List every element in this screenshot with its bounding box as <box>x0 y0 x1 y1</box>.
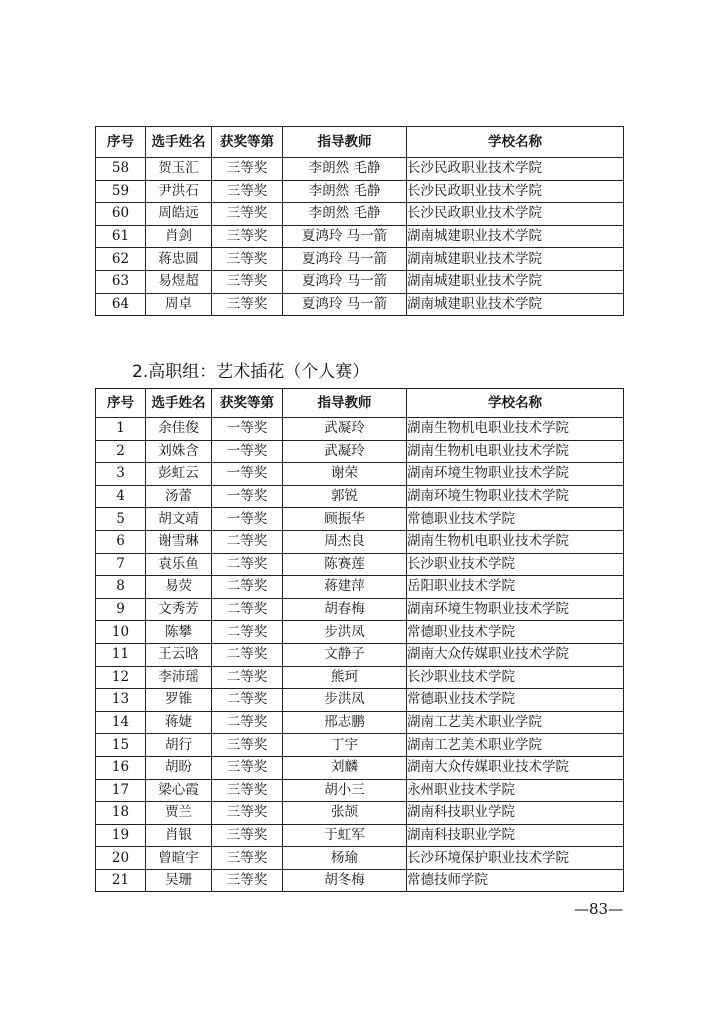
cell-award: 二等奖 <box>212 643 283 666</box>
table-row <box>96 418 624 441</box>
cell-no: 20 <box>96 847 146 870</box>
cell-school: 湖南城建职业技术学院 <box>407 270 624 293</box>
cell-name: 谢雪琳 <box>146 530 212 553</box>
table-row <box>96 824 624 847</box>
cell-no: 8 <box>96 576 146 599</box>
cell-name: 文秀芳 <box>146 598 212 621</box>
cell-school: 长沙环境保护职业技术学院 <box>407 847 624 870</box>
cell-no: 1 <box>96 418 146 441</box>
cell-name: 贾兰 <box>146 802 212 825</box>
cell-teacher: 武凝玲 <box>283 440 407 463</box>
cell-name: 余佳俊 <box>146 418 212 441</box>
cell-award: 一等奖 <box>212 440 283 463</box>
table-row <box>96 847 624 870</box>
table-row <box>96 666 624 689</box>
cell-award: 三等奖 <box>212 847 283 870</box>
cell-teacher: 夏鸿玲 马一箭 <box>283 293 407 316</box>
cell-school: 长沙民政职业技术学院 <box>407 203 624 226</box>
cell-no: 61 <box>96 225 146 248</box>
cell-award: 一等奖 <box>212 463 283 486</box>
cell-no: 16 <box>96 756 146 779</box>
cell-no: 2 <box>96 440 146 463</box>
cell-no: 3 <box>96 463 146 486</box>
cell-school: 永州职业技术学院 <box>407 779 624 802</box>
cell-name: 彭虹云 <box>146 463 212 486</box>
cell-award: 二等奖 <box>212 621 283 644</box>
cell-teacher: 步洪凤 <box>283 689 407 712</box>
award-table-2 <box>95 388 624 892</box>
table-row <box>96 248 624 271</box>
cell-teacher: 夏鸿玲 马一箭 <box>283 225 407 248</box>
cell-name: 袁乐鱼 <box>146 553 212 576</box>
header-award: 获奖等第 <box>212 389 283 418</box>
cell-name: 罗锥 <box>146 689 212 712</box>
cell-teacher: 夏鸿玲 马一箭 <box>283 248 407 271</box>
table-row <box>96 621 624 644</box>
cell-no: 21 <box>96 869 146 892</box>
cell-name: 曾暄宇 <box>146 847 212 870</box>
table-row <box>96 643 624 666</box>
cell-no: 15 <box>96 734 146 757</box>
cell-teacher: 邢志鹏 <box>283 711 407 734</box>
award-table-1 <box>95 126 624 316</box>
cell-teacher: 文静子 <box>283 643 407 666</box>
cell-school: 长沙职业技术学院 <box>407 553 624 576</box>
cell-award: 一等奖 <box>212 418 283 441</box>
cell-award: 二等奖 <box>212 530 283 553</box>
table-row <box>96 225 624 248</box>
cell-no: 14 <box>96 711 146 734</box>
table-row <box>96 711 624 734</box>
cell-name: 周皓远 <box>146 203 212 226</box>
cell-school: 湖南城建职业技术学院 <box>407 248 624 271</box>
cell-award: 三等奖 <box>212 270 283 293</box>
cell-school: 湖南生物机电职业技术学院 <box>407 530 624 553</box>
cell-name: 易荧 <box>146 576 212 599</box>
cell-teacher: 丁宇 <box>283 734 407 757</box>
cell-award: 三等奖 <box>212 779 283 802</box>
cell-name: 肖银 <box>146 824 212 847</box>
cell-name: 刘姝含 <box>146 440 212 463</box>
table-row <box>96 440 624 463</box>
cell-name: 李沛瑶 <box>146 666 212 689</box>
cell-name: 蒋婕 <box>146 711 212 734</box>
header-name: 选手姓名 <box>146 389 212 418</box>
table-row <box>96 779 624 802</box>
cell-name: 易煜超 <box>146 270 212 293</box>
table-row <box>96 756 624 779</box>
cell-name: 尹洪石 <box>146 180 212 203</box>
cell-school: 湖南科技职业学院 <box>407 802 624 825</box>
cell-teacher: 顾振华 <box>283 508 407 531</box>
cell-name: 汤蕾 <box>146 485 212 508</box>
cell-school: 常德职业技术学院 <box>407 508 624 531</box>
cell-name: 贺玉汇 <box>146 158 212 181</box>
cell-award: 三等奖 <box>212 802 283 825</box>
table-header-row <box>96 389 624 418</box>
cell-name: 蒋忠圆 <box>146 248 212 271</box>
cell-teacher: 刘麟 <box>283 756 407 779</box>
cell-teacher: 杨瑜 <box>283 847 407 870</box>
cell-name: 王云晗 <box>146 643 212 666</box>
cell-award: 二等奖 <box>212 711 283 734</box>
cell-school: 湖南生物机电职业技术学院 <box>407 418 624 441</box>
cell-school: 湖南环境生物职业技术学院 <box>407 598 624 621</box>
cell-no: 60 <box>96 203 146 226</box>
cell-name: 胡行 <box>146 734 212 757</box>
cell-school: 湖南大众传媒职业技术学院 <box>407 756 624 779</box>
cell-teacher: 夏鸿玲 马一箭 <box>283 270 407 293</box>
cell-teacher: 陈赛莲 <box>283 553 407 576</box>
table-row <box>96 598 624 621</box>
section-title: 2.高职组：艺术插花（个人赛） <box>132 362 370 382</box>
cell-school: 湖南环境生物职业技术学院 <box>407 463 624 486</box>
cell-school: 湖南工艺美术职业学院 <box>407 734 624 757</box>
table-body <box>96 158 624 316</box>
cell-award: 一等奖 <box>212 485 283 508</box>
cell-no: 64 <box>96 293 146 316</box>
cell-school: 常德职业技术学院 <box>407 689 624 712</box>
cell-school: 长沙民政职业技术学院 <box>407 158 624 181</box>
cell-school: 湖南环境生物职业技术学院 <box>407 485 624 508</box>
table-row <box>96 802 624 825</box>
cell-school: 常德技师学院 <box>407 869 624 892</box>
cell-no: 13 <box>96 689 146 712</box>
table-header-row <box>96 127 624 158</box>
table-row <box>96 553 624 576</box>
cell-award: 三等奖 <box>212 180 283 203</box>
table-row <box>96 463 624 486</box>
cell-award: 三等奖 <box>212 293 283 316</box>
cell-no: 19 <box>96 824 146 847</box>
header-name: 选手姓名 <box>146 127 212 158</box>
cell-no: 59 <box>96 180 146 203</box>
cell-name: 胡盼 <box>146 756 212 779</box>
cell-no: 4 <box>96 485 146 508</box>
cell-award: 二等奖 <box>212 553 283 576</box>
cell-no: 10 <box>96 621 146 644</box>
cell-award: 三等奖 <box>212 203 283 226</box>
cell-teacher: 郭锐 <box>283 485 407 508</box>
cell-school: 湖南工艺美术职业学院 <box>407 711 624 734</box>
cell-no: 11 <box>96 643 146 666</box>
cell-no: 9 <box>96 598 146 621</box>
cell-school: 长沙职业技术学院 <box>407 666 624 689</box>
header-school: 学校名称 <box>407 127 624 158</box>
cell-school: 湖南生物机电职业技术学院 <box>407 440 624 463</box>
cell-teacher: 李朗然 毛静 <box>283 203 407 226</box>
cell-award: 二等奖 <box>212 598 283 621</box>
cell-no: 58 <box>96 158 146 181</box>
table-row <box>96 576 624 599</box>
table-row <box>96 734 624 757</box>
header-teacher: 指导教师 <box>283 127 407 158</box>
table-row <box>96 158 624 181</box>
cell-teacher: 张颉 <box>283 802 407 825</box>
cell-no: 12 <box>96 666 146 689</box>
cell-teacher: 胡小三 <box>283 779 407 802</box>
header-award: 获奖等第 <box>212 127 283 158</box>
header-no: 序号 <box>96 389 146 418</box>
cell-no: 62 <box>96 248 146 271</box>
cell-teacher: 谢荣 <box>283 463 407 486</box>
cell-award: 一等奖 <box>212 508 283 531</box>
cell-school: 湖南科技职业学院 <box>407 824 624 847</box>
cell-school: 岳阳职业技术学院 <box>407 576 624 599</box>
table-row <box>96 270 624 293</box>
header-school: 学校名称 <box>407 389 624 418</box>
cell-school: 湖南城建职业技术学院 <box>407 293 624 316</box>
header-teacher: 指导教师 <box>283 389 407 418</box>
cell-award: 三等奖 <box>212 756 283 779</box>
cell-name: 陈攀 <box>146 621 212 644</box>
cell-name: 周卓 <box>146 293 212 316</box>
table-row <box>96 203 624 226</box>
cell-award: 三等奖 <box>212 248 283 271</box>
cell-award: 三等奖 <box>212 869 283 892</box>
cell-teacher: 于虹军 <box>283 824 407 847</box>
table-body <box>96 418 624 892</box>
cell-teacher: 周杰良 <box>283 530 407 553</box>
table-row <box>96 689 624 712</box>
header-no: 序号 <box>96 127 146 158</box>
cell-teacher: 胡春梅 <box>283 598 407 621</box>
cell-award: 二等奖 <box>212 689 283 712</box>
cell-award: 三等奖 <box>212 734 283 757</box>
cell-award: 三等奖 <box>212 158 283 181</box>
cell-teacher: 胡冬梅 <box>283 869 407 892</box>
cell-teacher: 武凝玲 <box>283 418 407 441</box>
table-row <box>96 180 624 203</box>
cell-school: 湖南大众传媒职业技术学院 <box>407 643 624 666</box>
cell-school: 湖南城建职业技术学院 <box>407 225 624 248</box>
cell-teacher: 李朗然 毛静 <box>283 158 407 181</box>
table-row <box>96 508 624 531</box>
table-row <box>96 293 624 316</box>
cell-teacher: 熊珂 <box>283 666 407 689</box>
cell-no: 63 <box>96 270 146 293</box>
table-row <box>96 869 624 892</box>
page-number: —83— <box>574 900 624 918</box>
cell-award: 二等奖 <box>212 666 283 689</box>
cell-name: 吴珊 <box>146 869 212 892</box>
cell-no: 6 <box>96 530 146 553</box>
cell-no: 7 <box>96 553 146 576</box>
cell-no: 17 <box>96 779 146 802</box>
cell-school: 常德职业技术学院 <box>407 621 624 644</box>
cell-name: 肖剑 <box>146 225 212 248</box>
cell-no: 5 <box>96 508 146 531</box>
cell-school: 长沙民政职业技术学院 <box>407 180 624 203</box>
table-row <box>96 485 624 508</box>
cell-award: 三等奖 <box>212 225 283 248</box>
cell-award: 二等奖 <box>212 576 283 599</box>
cell-teacher: 步洪凤 <box>283 621 407 644</box>
cell-teacher: 李朗然 毛静 <box>283 180 407 203</box>
cell-teacher: 蒋建萍 <box>283 576 407 599</box>
cell-name: 胡文靖 <box>146 508 212 531</box>
cell-name: 梁心霞 <box>146 779 212 802</box>
cell-award: 三等奖 <box>212 824 283 847</box>
table-row <box>96 530 624 553</box>
cell-no: 18 <box>96 802 146 825</box>
